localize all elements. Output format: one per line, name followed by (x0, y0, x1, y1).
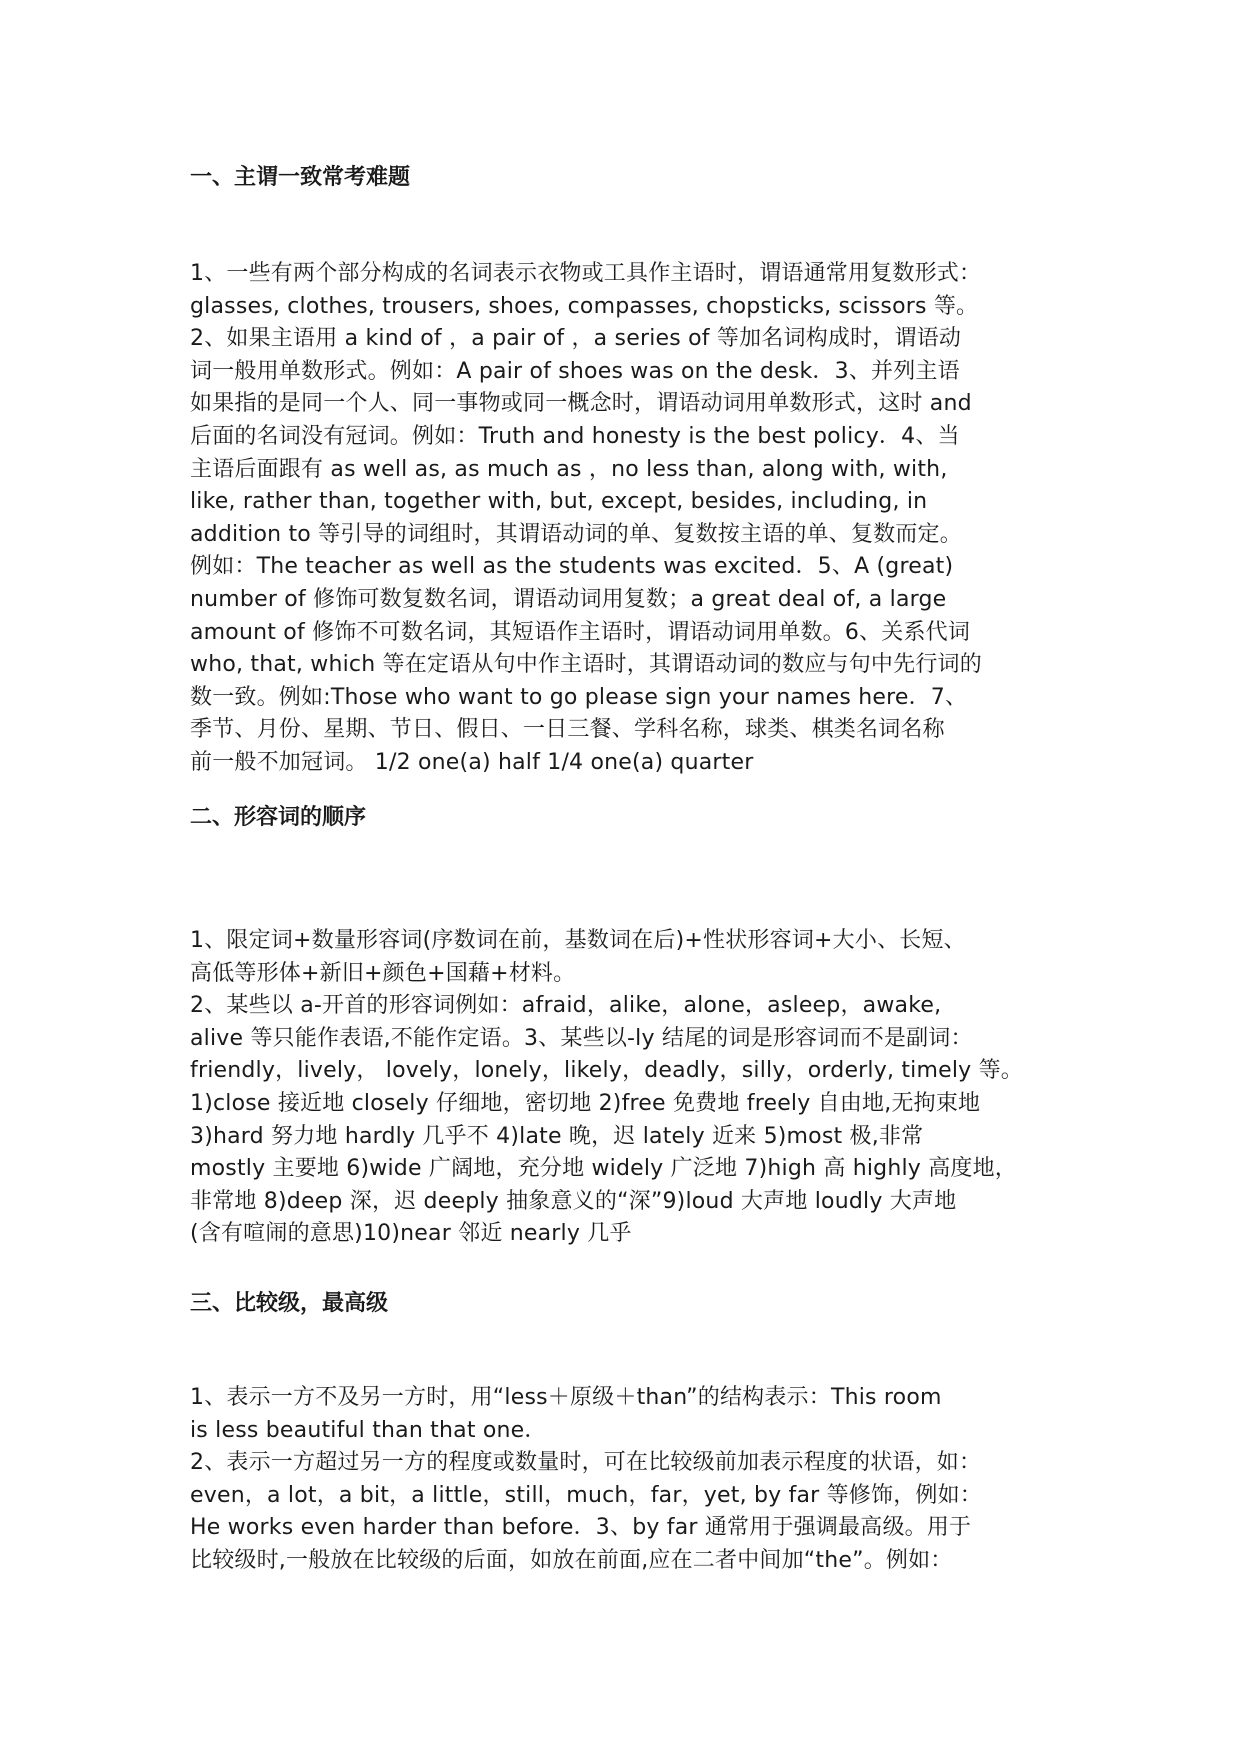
section-body-comparatives-superlatives (190, 1382, 982, 1578)
text-line: addition to 等引导的词组时，其谓语动词的单、复数按主语的单、复数而定。 (190, 521, 962, 547)
text-line: He works even harder than before．3、by far 通常用于强调最高级。用于 (190, 1515, 972, 1541)
section-body-subject-verb-agreement (190, 258, 982, 780)
text-line: 前一般不加冠词。 1/2 one(a) half 1/4 one(a) quarter (190, 749, 754, 775)
text-line: 非常地 8)deep 深，迟 deeply 抽象意义的“深”9)loud 大声地 loudly 大声地 (190, 1188, 957, 1214)
section-heading-adjective-order: 二、形容词的顺序 (190, 805, 367, 830)
text-line: 季节、月份、星期、节日、假日、一日三餐、学科名称，球类、棋类名词名称 (190, 717, 945, 743)
text-line: is less beautiful than that one． (190, 1417, 547, 1443)
section-heading-subject-verb-agreement: 一、主谓一致常考难题 (190, 165, 411, 190)
text-line: 数一致。例如:Those who want to go please sign your names here．7、 (190, 684, 968, 710)
text-line: 2、表示一方超过另一方的程度或数量时，可在比较级前加表示程度的状语，如： (190, 1450, 982, 1476)
text-line: 2、某些以 a-开首的形容词例如：afraid，alike，alone，asleep，awake, (190, 993, 942, 1019)
text-line: glasses, clothes, trousers, shoes, compasses, chopsticks, scissors 等。 (190, 293, 979, 319)
text-line: 如果指的是同一个人、同一事物或同一概念时，谓语动词用单数形式，这时 and (190, 391, 972, 417)
text-line: amount of 修饰不可数名词，其短语作主语时，谓语动词用单数。6、关系代词 (190, 619, 971, 645)
text-line: 主语后面跟有 as well as, as much as ，no less than, along with, with, (190, 456, 948, 482)
section-body-adjective-order (190, 925, 1023, 1251)
text-line: 后面的名词没有冠词。例如：Truth and honesty is the best policy．4、当 (190, 423, 960, 449)
text-line: who, that, which 等在定语从句中作主语时，其谓语动词的数应与句中先行词的 (190, 652, 982, 678)
text-line: 2、如果主语用 a kind of ，a pair of ，a series of 等加名词构成时，谓语动 (190, 326, 962, 352)
text-line: number of 修饰可数复数名词，谓语动词用复数；a great deal of, a large (190, 586, 947, 612)
text-line: like, rather than, together with, but, except, besides, including, in (190, 489, 928, 515)
text-line: (含有喧闹的意思)10)near 邻近 nearly 几乎 (190, 1221, 632, 1247)
text-line: even，a lot，a bit，a little，still，much，far，yet, by far 等修饰，例如： (190, 1482, 983, 1508)
text-line: friendly，lively， lovely，lonely，likely，deadly，silly，orderly, timely 等。 (190, 1058, 1023, 1084)
text-line: mostly 主要地 6)wide 广阔地，充分地 widely 广泛地 7)high 高 highly 高度地， (190, 1156, 1018, 1182)
text-line: alive 等只能作表语,不能作定语。3、某些以-ly 结尾的词是形容词而不是副词： (190, 1025, 973, 1051)
text-line: 高低等形体+新旧+颜色+国藉+材料。 (190, 960, 576, 986)
text-line: 例如：The teacher as well as the students was excited．5、A (great) (190, 554, 954, 580)
text-line: 1、限定词+数量形容词(序数词在前，基数词在后)+性状形容词+大小、长短、 (190, 928, 966, 953)
text-line: 3)hard 努力地 hardly 几乎不 4)late 晚，迟 lately 近来 5)most 极,非常 (190, 1123, 924, 1149)
text-line: 1、表示一方不及另一方时，用“less＋原级＋than”的结构表示：This room (190, 1385, 942, 1410)
text-line: 1、一些有两个部分构成的名词表示衣物或工具作主语时，谓语通常用复数形式： (190, 261, 982, 286)
text-line: 比较级时,一般放在比较级的后面，如放在前面,应在二者中间加“the”。例如： (190, 1547, 953, 1573)
text-line: 1)close 接近地 closely 仔细地，密切地 2)free 免费地 freely 自由地,无拘束地 (190, 1090, 981, 1116)
section-heading-comparatives-superlatives: 三、比较级，最高级 (190, 1291, 389, 1316)
text-line: 词一般用单数形式。例如：A pair of shoes was on the desk．3、并列主语 (190, 358, 960, 384)
